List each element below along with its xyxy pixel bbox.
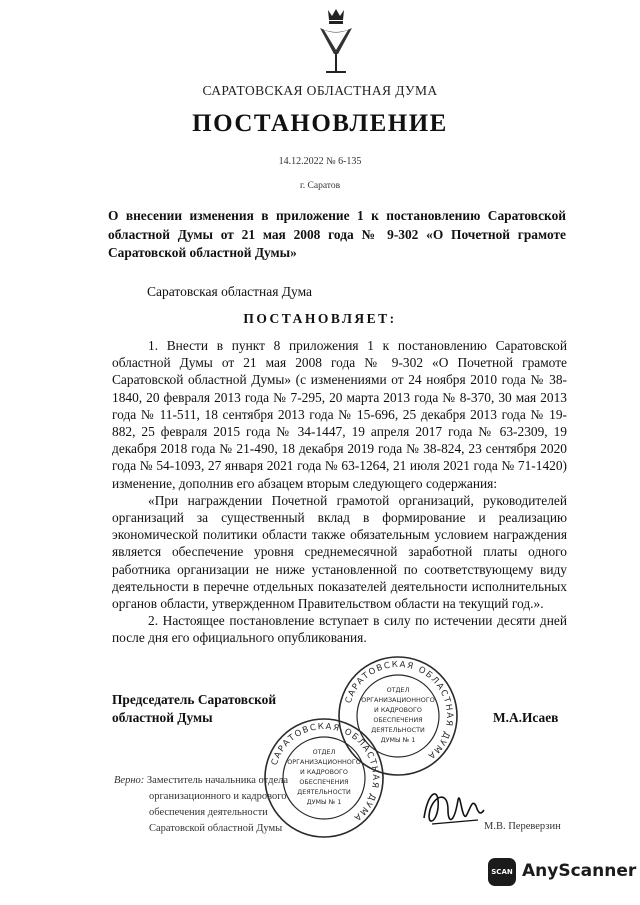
stamp-line-2: ОРГАНИЗАЦИОННОГО	[287, 758, 361, 766]
stamp-line-1: ОТДЕЛ	[386, 686, 410, 694]
signatory-name: М.А.Исаев	[493, 710, 559, 725]
issuer: Саратовская областная Дума	[147, 284, 313, 299]
stamp-line-6: ДУМЫ № 1	[380, 736, 416, 744]
coat-of-arms-emblem	[312, 6, 360, 78]
scanner-brand: AnyScanner	[522, 861, 637, 881]
stamp-line-4: ОБЕСПЕЧЕНИЯ	[373, 716, 423, 724]
stamp-line-2: ОРГАНИЗАЦИОННОГО	[361, 696, 435, 704]
verno-label: Верно:	[114, 775, 145, 786]
city: г. Саратов	[299, 181, 341, 191]
document-body	[112, 337, 567, 647]
certifier-line-4: Саратовской областной Думы	[149, 823, 283, 834]
stamp-ring-text: САРАТОВСКАЯ ОБЛАСТНАЯ ДУМА	[343, 659, 455, 762]
organization-name: САРАТОВСКАЯ ОБЛАСТНАЯ ДУМА	[202, 83, 438, 98]
position-line-2: областной Думы	[112, 710, 213, 725]
stamp-line-6: ДУМЫ № 1	[306, 798, 342, 806]
certifier-line-1: Заместитель начальника отдела	[146, 775, 289, 786]
certifier-line-3: обеспечения деятельности	[149, 807, 268, 818]
paragraph-3: 2. Настоящее постановление вступает в силу по истечении десяти дней после дня его официального опубликования.	[112, 613, 567, 646]
scanner-logo-icon: SCAN	[488, 858, 516, 886]
handwritten-signature	[418, 780, 488, 834]
stamp-line-1: ОТДЕЛ	[312, 748, 336, 756]
stamp-line-4: ОБЕСПЕЧЕНИЯ	[299, 778, 349, 786]
document-subject: О внесении изменения в приложение 1 к постановлению Саратовской областной Думы от 21 мая 2008 года № 9-302 «О Почетной грамоте Саратовской областной Думы»	[108, 208, 566, 260]
stamp-line-5: ДЕЯТЕЛЬНОСТИ	[371, 726, 425, 734]
stamp-ring-text: САРАТОВСКАЯ ОБЛАСТНАЯ ДУМА	[269, 721, 381, 824]
stamp-line-5: ДЕЯТЕЛЬНОСТИ	[297, 788, 351, 796]
stamp-line-3: И КАДРОВОГО	[374, 706, 422, 714]
stamp-line-3: И КАДРОВОГО	[300, 768, 348, 776]
registration-number: 14.12.2022 № 6-135	[278, 156, 362, 167]
certifier-name: М.В. Переверзин	[484, 821, 561, 832]
decree-word: ПОСТАНОВЛЯЕТ:	[243, 311, 397, 326]
paragraph-2: «При награждении Почетной грамотой организаций, руководителей организаций за существенный вклад в формирование и реализацию экономической политики области также обязательным условием награждения является обеспечение уровня среднемесячной заработной платы одного работника организации не ниже установленной по соответствующему виду деятельности в перечне отдельных показателей деятельности исполнительных органов области, утвержденном Правительством области на текущий год.».	[112, 492, 567, 612]
position-line-1: Председатель Саратовской	[112, 692, 277, 707]
certifier-line-2: организационного и кадрового	[149, 791, 287, 802]
signatory-position	[112, 691, 276, 727]
paragraph-1: 1. Внести в пункт 8 приложения 1 к постановлению Саратовской областной Думы от 21 мая 2008 года № 9-302 «О Почетной грамоте Саратовской областной Думы» (с изменениями от 24 ноября 2010 года № 38-1840, 20 февраля 2013 года № 7-295, 20 марта 2013 года № 8-370, 30 мая 2013 года № 11-511, 18 сентября 2013 года № 15-696, 25 декабря 2013 года № 19-882, 25 февраля 2015 года № 34-1447, 19 апреля 2017 года № 63-2309, 19 декабря 2018 года № 21-490, 18 декабря 2019 года № 38-824, 23 сентября 2020 года № 54-1093, 27 января 2021 года № 63-1264, 21 июля 2021 года № 71-1420) изменение, дополнив его абзацем вторым следующего содержания:	[112, 338, 567, 491]
certification-block	[114, 773, 288, 837]
document-title: ПОСТАНОВЛЕНИЕ	[192, 110, 448, 137]
